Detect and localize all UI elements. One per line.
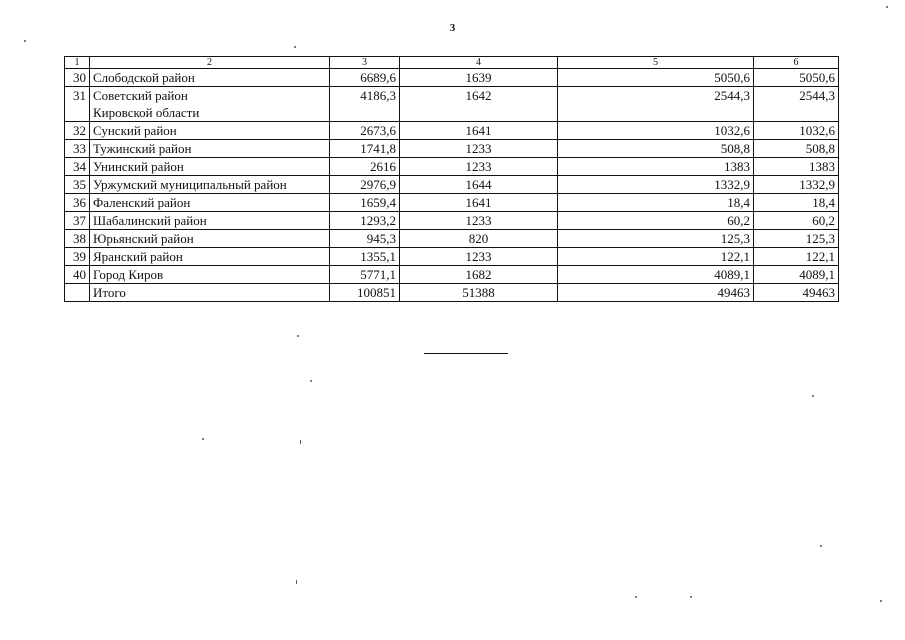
scan-speck (297, 335, 299, 337)
scan-speck (296, 580, 297, 584)
value-c3: 1659,4 (330, 194, 400, 212)
value-c6: 122,1 (754, 248, 839, 266)
scan-speck (300, 440, 301, 444)
row-number: 30 (65, 69, 90, 87)
district-name-line: Уржумский муниципальный район (93, 177, 287, 192)
district-name-line: Фаленский район (93, 195, 191, 210)
district-name (90, 212, 330, 230)
value-c5: 508,8 (558, 140, 754, 158)
value-c4: 1641 (400, 194, 558, 212)
value-c3: 4186,3 (330, 87, 400, 122)
district-name-line: Тужинский район (93, 141, 192, 156)
district-name-line: Город Киров (93, 267, 164, 282)
district-name-line: Юрьянский район (93, 231, 194, 246)
row-number: 34 (65, 158, 90, 176)
table-row (65, 69, 839, 87)
page-number: 3 (449, 22, 456, 34)
scan-speck (294, 46, 296, 48)
row-number: 36 (65, 194, 90, 212)
table-row (65, 266, 839, 284)
value-c5: 1032,6 (558, 122, 754, 140)
value-c3: 5771,1 (330, 266, 400, 284)
value-c4: 1233 (400, 140, 558, 158)
district-name-line: Кировской области (93, 105, 200, 120)
value-c6: 508,8 (754, 140, 839, 158)
value-c5: 2544,3 (558, 87, 754, 122)
row-number: 37 (65, 212, 90, 230)
header-col-3: 3 (330, 57, 400, 69)
value-c5: 18,4 (558, 194, 754, 212)
value-c4: 1642 (400, 87, 558, 122)
district-name-line: Советский район (93, 88, 188, 103)
scan-speck (24, 40, 26, 42)
district-name (90, 176, 330, 194)
value-c6: 125,3 (754, 230, 839, 248)
table-row (65, 230, 839, 248)
table-row (65, 176, 839, 194)
value-c3: 6689,6 (330, 69, 400, 87)
row-number: 40 (65, 266, 90, 284)
scan-speck (635, 596, 637, 598)
district-name (90, 140, 330, 158)
value-c3: 1355,1 (330, 248, 400, 266)
value-c6: 49463 (754, 284, 839, 302)
value-c4: 51388 (400, 284, 558, 302)
scan-speck (812, 395, 814, 397)
value-c5: 125,3 (558, 230, 754, 248)
row-number: 38 (65, 230, 90, 248)
table-row (65, 194, 839, 212)
district-name-line: Сунский район (93, 123, 177, 138)
value-c6: 1383 (754, 158, 839, 176)
value-c6: 1332,9 (754, 176, 839, 194)
value-c5: 4089,1 (558, 266, 754, 284)
header-col-1: 1 (65, 57, 90, 69)
district-name (90, 194, 330, 212)
district-name (90, 158, 330, 176)
scan-speck (880, 600, 882, 602)
district-name (90, 87, 330, 122)
table-row (65, 122, 839, 140)
district-name-line: Шабалинский район (93, 213, 207, 228)
scan-speck (886, 6, 888, 8)
header-col-6: 6 (754, 57, 839, 69)
table-header-row (65, 57, 839, 69)
district-name (90, 122, 330, 140)
value-c3: 2616 (330, 158, 400, 176)
row-number: 33 (65, 140, 90, 158)
value-c5: 5050,6 (558, 69, 754, 87)
value-c5: 122,1 (558, 248, 754, 266)
header-col-4: 4 (400, 57, 558, 69)
value-c4: 1233 (400, 212, 558, 230)
value-c4: 1644 (400, 176, 558, 194)
district-name-line: Унинский район (93, 159, 184, 174)
table-row (65, 140, 839, 158)
value-c6: 1032,6 (754, 122, 839, 140)
value-c3: 2673,6 (330, 122, 400, 140)
scan-speck (202, 438, 204, 440)
value-c3: 1293,2 (330, 212, 400, 230)
row-number (65, 284, 90, 302)
value-c6: 4089,1 (754, 266, 839, 284)
district-name (90, 69, 330, 87)
district-name (90, 284, 330, 302)
district-name (90, 266, 330, 284)
row-number: 31 (65, 87, 90, 122)
table-row (65, 284, 839, 302)
district-name-line: Слободской район (93, 70, 195, 85)
district-name (90, 248, 330, 266)
value-c4: 1641 (400, 122, 558, 140)
row-number: 32 (65, 122, 90, 140)
value-c4: 1639 (400, 69, 558, 87)
table-body (65, 69, 839, 302)
scan-speck (820, 545, 822, 547)
value-c5: 60,2 (558, 212, 754, 230)
value-c5: 1332,9 (558, 176, 754, 194)
table-row (65, 87, 839, 122)
value-c3: 945,3 (330, 230, 400, 248)
district-name-line: Яранский район (93, 249, 183, 264)
scan-speck (310, 380, 312, 382)
table-row (65, 158, 839, 176)
value-c4: 1682 (400, 266, 558, 284)
row-number: 39 (65, 248, 90, 266)
end-rule (424, 353, 508, 354)
header-col-5: 5 (558, 57, 754, 69)
scan-speck (690, 596, 692, 598)
value-c5: 1383 (558, 158, 754, 176)
value-c5: 49463 (558, 284, 754, 302)
district-name-line: Итого (93, 285, 126, 300)
value-c6: 60,2 (754, 212, 839, 230)
value-c3: 100851 (330, 284, 400, 302)
value-c6: 5050,6 (754, 69, 839, 87)
value-c6: 18,4 (754, 194, 839, 212)
header-col-2: 2 (90, 57, 330, 69)
data-table (64, 56, 839, 302)
table-row (65, 212, 839, 230)
value-c3: 1741,8 (330, 140, 400, 158)
value-c4: 820 (400, 230, 558, 248)
value-c6: 2544,3 (754, 87, 839, 122)
value-c4: 1233 (400, 158, 558, 176)
row-number: 35 (65, 176, 90, 194)
value-c4: 1233 (400, 248, 558, 266)
value-c3: 2976,9 (330, 176, 400, 194)
district-name (90, 230, 330, 248)
table-row (65, 248, 839, 266)
